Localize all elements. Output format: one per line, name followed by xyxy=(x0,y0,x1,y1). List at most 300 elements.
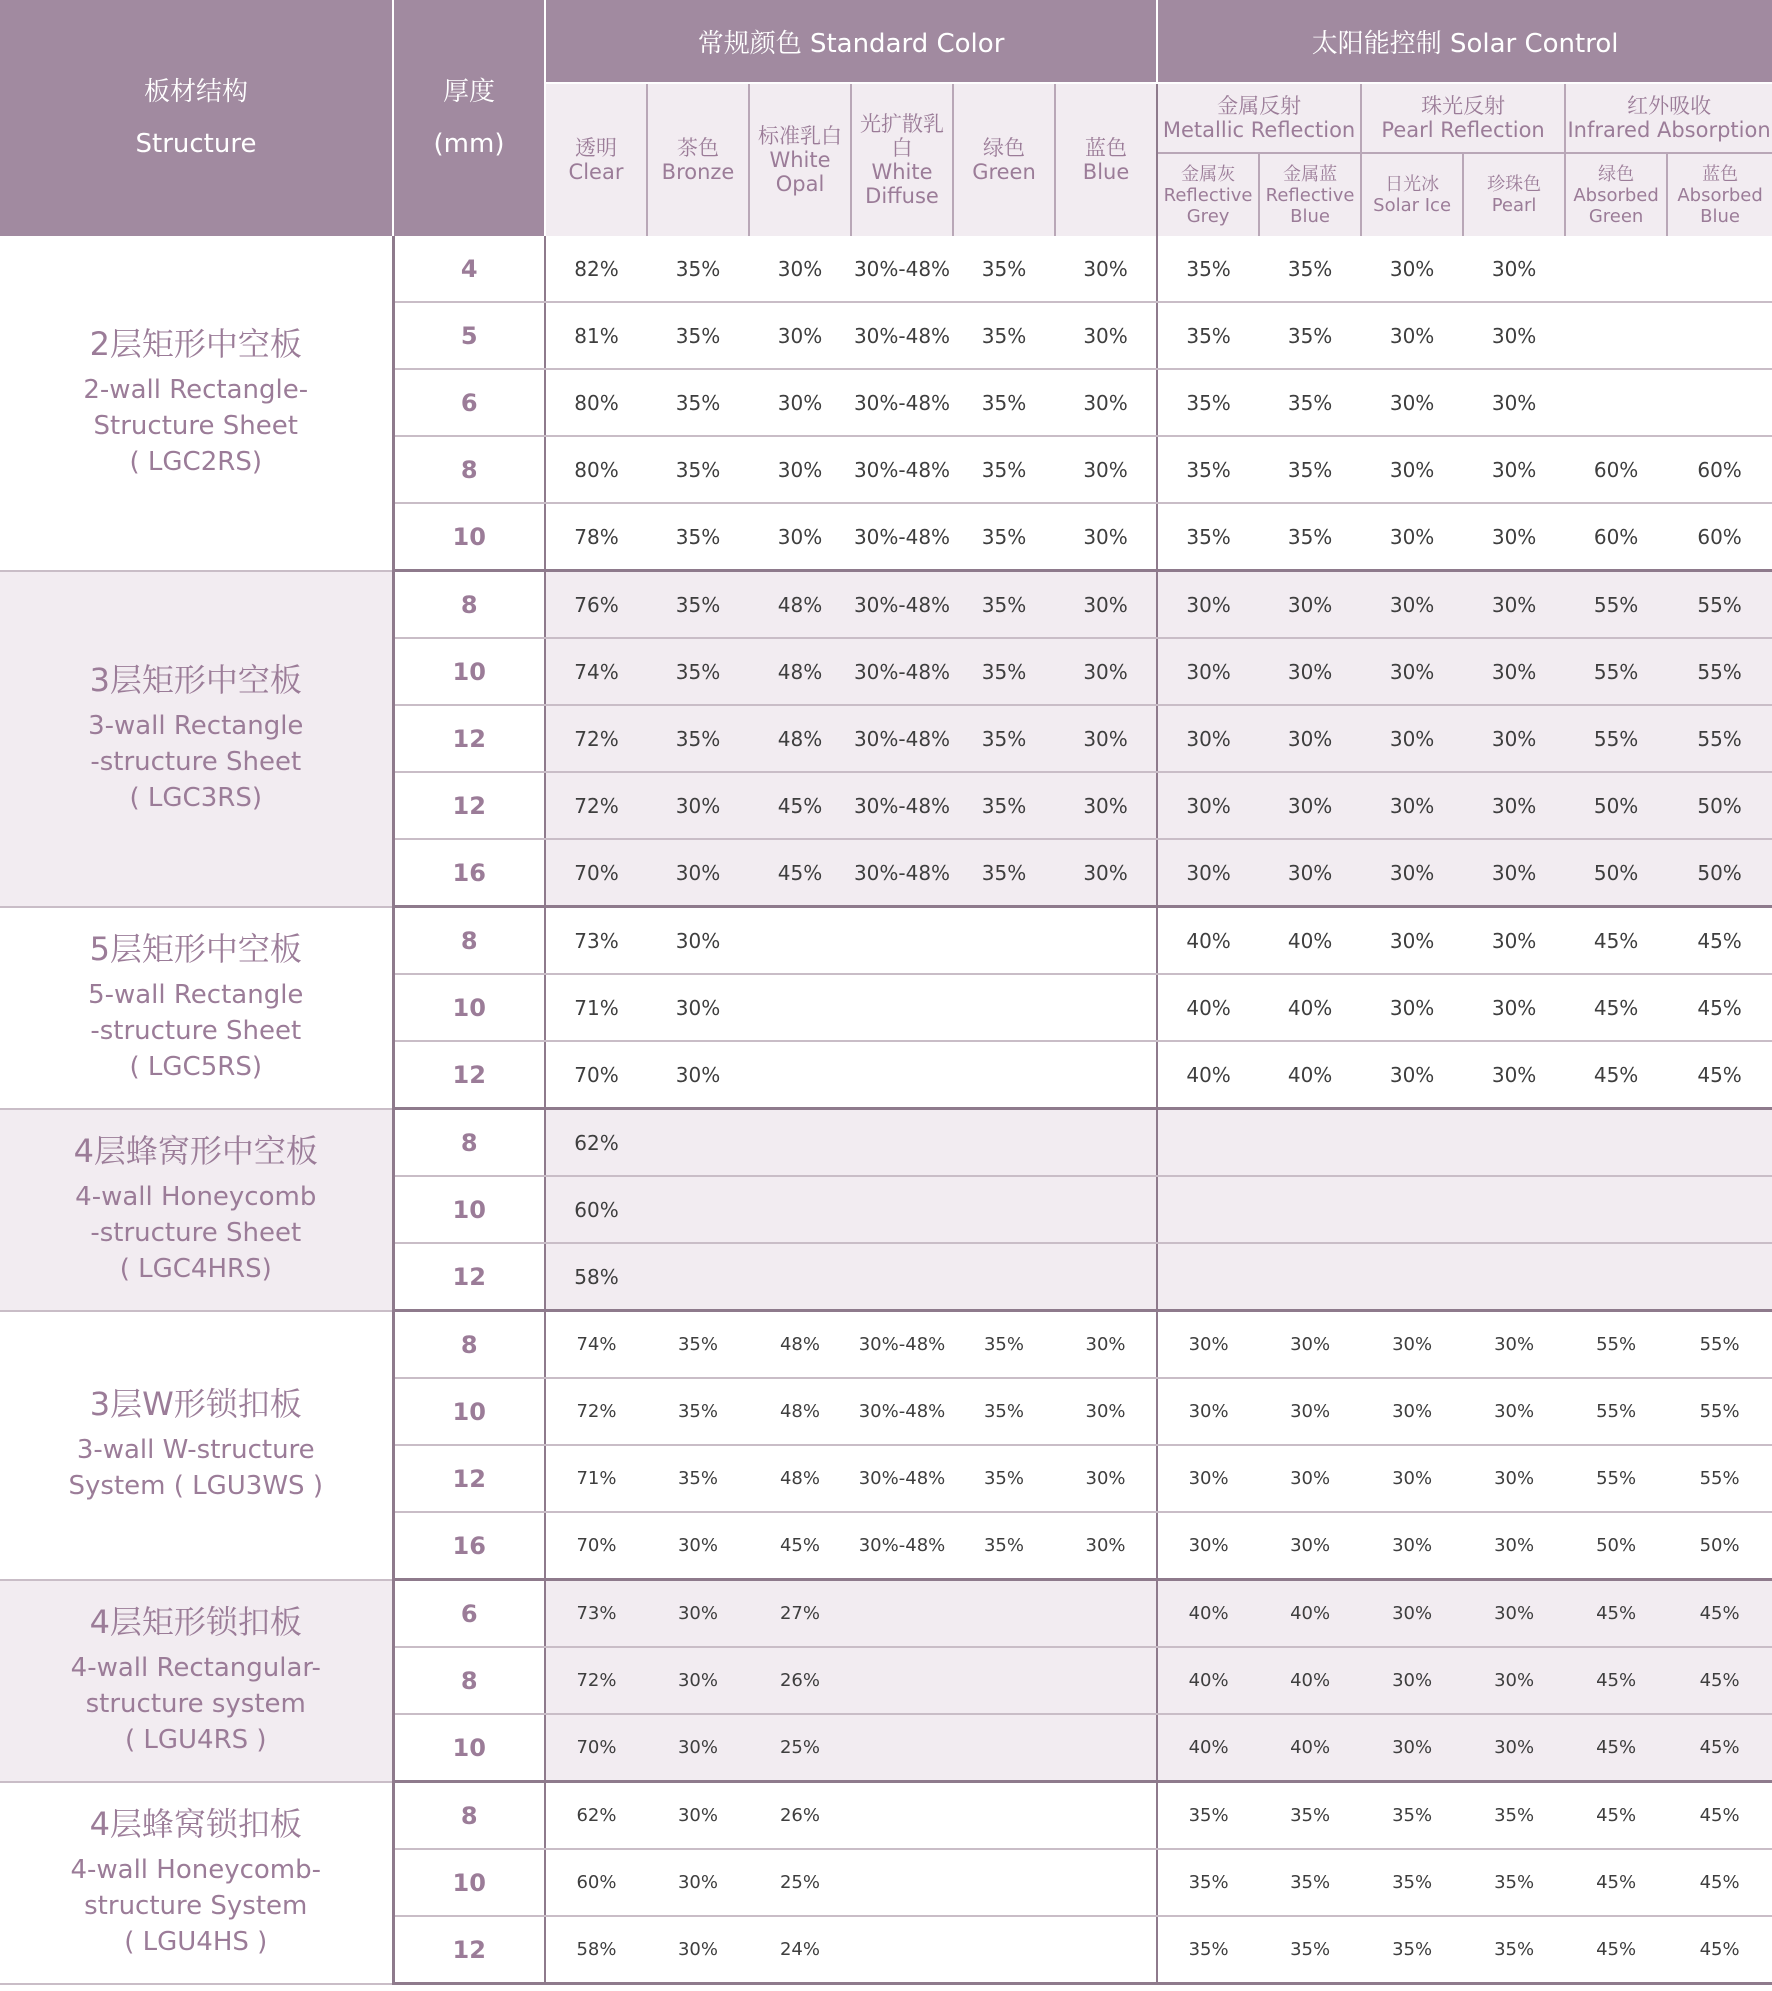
value-cell: 30% xyxy=(1055,1378,1157,1445)
value-cell: 30%-48% xyxy=(851,1512,953,1580)
value-cell: 30% xyxy=(1055,236,1157,302)
col-header-absorbed-blue: 蓝色 Absorbed Blue xyxy=(1667,153,1772,236)
value-cell: 30% xyxy=(1463,1647,1565,1714)
value-cell: 30% xyxy=(1259,571,1361,639)
value-cell: 45% xyxy=(1667,1041,1772,1109)
value-cell: 30% xyxy=(1361,1311,1463,1379)
value-cell: 55% xyxy=(1667,571,1772,639)
value-cell: 55% xyxy=(1667,705,1772,772)
value-cell: 30% xyxy=(749,369,851,436)
structure-name-cell xyxy=(0,1109,393,1311)
value-cell xyxy=(851,1041,953,1109)
value-cell: 30% xyxy=(1361,1041,1463,1109)
value-cell: 35% xyxy=(1157,1849,1259,1916)
thickness-cell: 10 xyxy=(393,503,545,571)
value-cell: 30% xyxy=(1157,839,1259,907)
value-cell: 30% xyxy=(647,907,749,975)
thickness-cell: 4 xyxy=(393,236,545,302)
value-cell: 35% xyxy=(1157,1916,1259,1984)
table-row xyxy=(0,1311,1772,1379)
col-header-reflective-grey: 金属灰 Reflective Grey xyxy=(1157,153,1259,236)
value-cell: 72% xyxy=(545,772,647,839)
value-cell: 35% xyxy=(953,1378,1055,1445)
value-cell: 30%-48% xyxy=(851,369,953,436)
structure-header xyxy=(0,0,393,236)
value-cell: 30% xyxy=(1259,1512,1361,1580)
value-cell: 72% xyxy=(545,1378,647,1445)
thickness-cell: 12 xyxy=(393,1041,545,1109)
value-cell xyxy=(953,1109,1055,1177)
value-cell xyxy=(1055,1849,1157,1916)
value-cell: 30% xyxy=(1361,705,1463,772)
value-cell: 45% xyxy=(1565,1916,1667,1984)
value-cell xyxy=(1157,1109,1259,1177)
value-cell: 35% xyxy=(953,705,1055,772)
value-cell: 80% xyxy=(545,369,647,436)
value-cell: 30%-48% xyxy=(851,772,953,839)
structure-name-cell xyxy=(0,571,393,907)
value-cell: 55% xyxy=(1565,1378,1667,1445)
value-cell xyxy=(1463,1243,1565,1311)
value-cell: 30% xyxy=(1157,1378,1259,1445)
value-cell: 74% xyxy=(545,1311,647,1379)
value-cell: 26% xyxy=(749,1782,851,1850)
value-cell xyxy=(1565,236,1667,302)
thickness-cell: 6 xyxy=(393,369,545,436)
value-cell: 30% xyxy=(1361,907,1463,975)
value-cell: 35% xyxy=(647,705,749,772)
value-cell: 30% xyxy=(1157,1311,1259,1379)
value-cell: 30%-48% xyxy=(851,638,953,705)
value-cell: 35% xyxy=(1463,1849,1565,1916)
thickness-cell: 10 xyxy=(393,1176,545,1243)
value-cell: 45% xyxy=(1565,907,1667,975)
value-cell: 35% xyxy=(953,302,1055,369)
structure-name-en: 4-wall Honeycomb- structure System ( LGU4HS ) xyxy=(70,1854,322,1957)
thickness-cell: 6 xyxy=(393,1580,545,1648)
table-row xyxy=(0,236,1772,302)
value-cell xyxy=(953,1243,1055,1311)
value-cell: 35% xyxy=(1157,369,1259,436)
value-cell: 60% xyxy=(545,1176,647,1243)
value-cell: 71% xyxy=(545,1445,647,1512)
value-cell: 30% xyxy=(1259,839,1361,907)
value-cell: 35% xyxy=(953,1512,1055,1580)
thickness-cell: 8 xyxy=(393,571,545,639)
structure-header-zh: 板材结构 xyxy=(143,77,248,107)
value-cell xyxy=(851,1243,953,1311)
value-cell: 45% xyxy=(1667,1849,1772,1916)
value-cell: 35% xyxy=(1361,1849,1463,1916)
value-cell: 45% xyxy=(1667,1647,1772,1714)
thickness-cell: 12 xyxy=(393,1916,545,1984)
value-cell: 30% xyxy=(1361,236,1463,302)
value-cell: 71% xyxy=(545,974,647,1041)
structure-name-en: 4-wall Rectangular- structure system ( LGU4RS ) xyxy=(70,1652,321,1755)
thickness-cell: 10 xyxy=(393,1714,545,1782)
value-cell: 30% xyxy=(1463,1714,1565,1782)
value-cell: 40% xyxy=(1157,907,1259,975)
value-cell: 45% xyxy=(1565,1647,1667,1714)
value-cell: 55% xyxy=(1667,638,1772,705)
value-cell: 30% xyxy=(647,1580,749,1648)
thickness-cell: 12 xyxy=(393,772,545,839)
structure-group xyxy=(0,571,1772,907)
value-cell: 35% xyxy=(953,772,1055,839)
value-cell: 50% xyxy=(1565,772,1667,839)
value-cell: 30% xyxy=(647,772,749,839)
thickness-cell: 8 xyxy=(393,1647,545,1714)
value-cell: 35% xyxy=(647,436,749,503)
structure-name-cell xyxy=(0,907,393,1109)
value-cell: 35% xyxy=(953,1311,1055,1379)
value-cell: 45% xyxy=(1667,1916,1772,1984)
value-cell xyxy=(1055,974,1157,1041)
thickness-cell: 10 xyxy=(393,1849,545,1916)
value-cell: 30% xyxy=(1361,1647,1463,1714)
value-cell: 35% xyxy=(953,1445,1055,1512)
value-cell xyxy=(749,1176,851,1243)
value-cell: 30% xyxy=(1463,503,1565,571)
table-row xyxy=(0,907,1772,975)
value-cell xyxy=(1667,302,1772,369)
structure-name-en: 5-wall Rectangle -structure Sheet ( LGC5RS) xyxy=(88,979,304,1082)
value-cell: 58% xyxy=(545,1243,647,1311)
value-cell xyxy=(647,1243,749,1311)
value-cell: 30%-48% xyxy=(851,503,953,571)
table-row xyxy=(0,1109,1772,1177)
value-cell: 48% xyxy=(749,1311,851,1379)
value-cell: 50% xyxy=(1565,839,1667,907)
value-cell: 30% xyxy=(749,436,851,503)
structure-name-en: 3-wall Rectangle -structure Sheet ( LGC3RS) xyxy=(88,710,304,813)
value-cell: 40% xyxy=(1157,1647,1259,1714)
value-cell: 35% xyxy=(953,503,1055,571)
value-cell: 30% xyxy=(1361,1512,1463,1580)
structure-header-en: Structure xyxy=(135,129,257,159)
thickness-cell: 12 xyxy=(393,1445,545,1512)
table-row xyxy=(0,1580,1772,1648)
structure-name-zh: 4层蜂窝锁扣板 xyxy=(89,1804,302,1843)
value-cell: 35% xyxy=(647,1445,749,1512)
value-cell: 30%-48% xyxy=(851,1378,953,1445)
value-cell: 40% xyxy=(1157,1714,1259,1782)
value-cell: 30% xyxy=(1463,907,1565,975)
value-cell: 40% xyxy=(1157,974,1259,1041)
value-cell: 35% xyxy=(1361,1782,1463,1850)
value-cell: 55% xyxy=(1565,1445,1667,1512)
value-cell: 35% xyxy=(953,236,1055,302)
value-cell: 30% xyxy=(1463,302,1565,369)
structure-name-zh: 5层矩形中空板 xyxy=(89,929,302,968)
value-cell: 55% xyxy=(1667,1445,1772,1512)
value-cell: 35% xyxy=(1463,1782,1565,1850)
value-cell: 35% xyxy=(1361,1916,1463,1984)
value-cell: 30% xyxy=(647,1849,749,1916)
value-cell xyxy=(851,1176,953,1243)
value-cell: 30%-48% xyxy=(851,436,953,503)
value-cell: 30% xyxy=(647,1647,749,1714)
value-cell: 45% xyxy=(1667,1714,1772,1782)
value-cell: 45% xyxy=(1565,1580,1667,1648)
value-cell: 70% xyxy=(545,1714,647,1782)
col-header-solar-ice: 日光冰 Solar Ice xyxy=(1361,153,1463,236)
value-cell xyxy=(851,1916,953,1984)
value-cell: 30% xyxy=(647,839,749,907)
value-cell: 30% xyxy=(1259,705,1361,772)
value-cell: 30% xyxy=(1157,1445,1259,1512)
col-header-clear: 透明 Clear xyxy=(545,83,647,236)
value-cell: 30% xyxy=(1463,638,1565,705)
value-cell: 62% xyxy=(545,1782,647,1850)
value-cell: 30% xyxy=(1259,638,1361,705)
value-cell: 40% xyxy=(1157,1041,1259,1109)
value-cell xyxy=(1361,1176,1463,1243)
value-cell: 30% xyxy=(1463,772,1565,839)
value-cell: 30% xyxy=(1463,1580,1565,1648)
value-cell xyxy=(1565,1243,1667,1311)
value-cell xyxy=(1667,1176,1772,1243)
value-cell xyxy=(749,1041,851,1109)
value-cell: 35% xyxy=(647,1378,749,1445)
value-cell: 30% xyxy=(647,1714,749,1782)
value-cell: 45% xyxy=(1565,1849,1667,1916)
value-cell: 35% xyxy=(1157,236,1259,302)
value-cell: 45% xyxy=(1565,1782,1667,1850)
value-cell: 50% xyxy=(1565,1512,1667,1580)
structure-name-en: 3-wall W-structure System ( LGU3WS ) xyxy=(68,1435,323,1501)
standard-color-header: 常规颜色 Standard Color xyxy=(545,0,1157,83)
value-cell: 30% xyxy=(647,974,749,1041)
value-cell: 48% xyxy=(749,638,851,705)
value-cell xyxy=(953,1041,1055,1109)
thickness-header xyxy=(393,0,545,236)
value-cell: 30% xyxy=(1463,705,1565,772)
value-cell xyxy=(851,1109,953,1177)
value-cell: 50% xyxy=(1667,1512,1772,1580)
structure-group xyxy=(0,1311,1772,1580)
value-cell: 30% xyxy=(1361,302,1463,369)
value-cell: 73% xyxy=(545,907,647,975)
value-cell: 35% xyxy=(647,503,749,571)
table-header xyxy=(0,0,1772,236)
col-header-bronze: 茶色 Bronze xyxy=(647,83,749,236)
value-cell xyxy=(1361,1243,1463,1311)
table-row xyxy=(0,1782,1772,1850)
value-cell: 40% xyxy=(1259,974,1361,1041)
value-cell xyxy=(1259,1243,1361,1311)
value-cell: 55% xyxy=(1565,705,1667,772)
value-cell: 60% xyxy=(545,1849,647,1916)
value-cell: 35% xyxy=(953,571,1055,639)
value-cell: 58% xyxy=(545,1916,647,1984)
structure-name-cell xyxy=(0,236,393,571)
thickness-cell: 16 xyxy=(393,1512,545,1580)
value-cell: 35% xyxy=(647,1311,749,1379)
value-cell: 30%-48% xyxy=(851,1445,953,1512)
value-cell: 30% xyxy=(1361,1714,1463,1782)
thickness-cell: 8 xyxy=(393,1311,545,1379)
value-cell: 40% xyxy=(1259,1041,1361,1109)
value-cell: 30% xyxy=(1361,571,1463,639)
value-cell xyxy=(1055,1647,1157,1714)
structure-name-cell xyxy=(0,1311,393,1580)
value-cell: 40% xyxy=(1259,907,1361,975)
value-cell xyxy=(1157,1176,1259,1243)
value-cell: 35% xyxy=(1157,1782,1259,1850)
value-cell xyxy=(953,1849,1055,1916)
value-cell: 25% xyxy=(749,1714,851,1782)
value-cell: 48% xyxy=(749,705,851,772)
value-cell: 70% xyxy=(545,839,647,907)
col-header-absorbed-green: 绿色 Absorbed Green xyxy=(1565,153,1667,236)
col-header-white-opal: 标准乳白 White Opal xyxy=(749,83,851,236)
structure-name-en: 4-wall Honeycomb -structure Sheet ( LGC4HRS) xyxy=(75,1181,317,1284)
value-cell xyxy=(1157,1243,1259,1311)
value-cell: 30% xyxy=(1055,839,1157,907)
structure-name-cell xyxy=(0,1782,393,1984)
value-cell xyxy=(1565,302,1667,369)
value-cell: 60% xyxy=(1667,503,1772,571)
value-cell: 45% xyxy=(1667,907,1772,975)
thickness-cell: 8 xyxy=(393,907,545,975)
value-cell: 40% xyxy=(1157,1580,1259,1648)
value-cell: 30% xyxy=(1055,302,1157,369)
col-header-white-diffuse: 光扩散乳白 White Diffuse xyxy=(851,83,953,236)
value-cell: 30% xyxy=(1055,436,1157,503)
structure-name-en: 2-wall Rectangle- Structure Sheet ( LGC2RS) xyxy=(83,374,309,477)
group-header-pearl: 珠光反射 Pearl Reflection xyxy=(1361,83,1565,153)
value-cell xyxy=(749,1109,851,1177)
value-cell: 30% xyxy=(1463,1445,1565,1512)
value-cell: 55% xyxy=(1667,1378,1772,1445)
value-cell: 35% xyxy=(1157,436,1259,503)
value-cell: 62% xyxy=(545,1109,647,1177)
structure-group xyxy=(0,1109,1772,1311)
value-cell: 74% xyxy=(545,638,647,705)
group-header-infrared: 红外吸收 Infrared Absorption xyxy=(1565,83,1772,153)
structure-name-zh: 3层W形锁扣板 xyxy=(89,1385,302,1423)
value-cell: 30% xyxy=(1463,974,1565,1041)
value-cell: 35% xyxy=(953,369,1055,436)
value-cell xyxy=(851,1849,953,1916)
value-cell xyxy=(1055,1243,1157,1311)
value-cell: 60% xyxy=(1565,436,1667,503)
value-cell xyxy=(1565,1176,1667,1243)
value-cell: 76% xyxy=(545,571,647,639)
thickness-cell: 16 xyxy=(393,839,545,907)
value-cell: 55% xyxy=(1667,1311,1772,1379)
value-cell: 50% xyxy=(1667,839,1772,907)
value-cell: 26% xyxy=(749,1647,851,1714)
value-cell xyxy=(953,1176,1055,1243)
value-cell: 30% xyxy=(1157,1512,1259,1580)
value-cell xyxy=(1055,1580,1157,1648)
value-cell: 30% xyxy=(1463,236,1565,302)
structure-group xyxy=(0,1580,1772,1782)
value-cell xyxy=(851,1782,953,1850)
value-cell: 30%-48% xyxy=(851,236,953,302)
value-cell: 35% xyxy=(1259,436,1361,503)
structure-name-zh: 4层蜂窝形中空板 xyxy=(73,1131,318,1170)
value-cell: 45% xyxy=(749,1512,851,1580)
value-cell: 30% xyxy=(749,503,851,571)
structure-name-cell xyxy=(0,1580,393,1782)
value-cell xyxy=(1055,907,1157,975)
value-cell: 35% xyxy=(953,436,1055,503)
value-cell: 45% xyxy=(1667,1580,1772,1648)
value-cell: 70% xyxy=(545,1041,647,1109)
value-cell: 45% xyxy=(1565,974,1667,1041)
value-cell xyxy=(1259,1109,1361,1177)
value-cell: 35% xyxy=(1259,1916,1361,1984)
value-cell: 35% xyxy=(953,839,1055,907)
value-cell: 30% xyxy=(749,302,851,369)
value-cell: 30% xyxy=(1463,369,1565,436)
structure-group xyxy=(0,1782,1772,1984)
value-cell: 80% xyxy=(545,436,647,503)
value-cell: 30% xyxy=(1259,1378,1361,1445)
structure-group xyxy=(0,236,1772,571)
value-cell xyxy=(953,907,1055,975)
value-cell: 40% xyxy=(1259,1580,1361,1648)
value-cell: 30% xyxy=(1361,638,1463,705)
value-cell: 30% xyxy=(1361,369,1463,436)
value-cell: 30% xyxy=(1361,974,1463,1041)
value-cell: 55% xyxy=(1565,571,1667,639)
value-cell: 35% xyxy=(647,302,749,369)
value-cell: 30% xyxy=(647,1916,749,1984)
value-cell: 30% xyxy=(1055,369,1157,436)
value-cell: 35% xyxy=(647,369,749,436)
value-cell: 30% xyxy=(1055,1445,1157,1512)
thickness-header-unit: (mm) xyxy=(433,129,505,159)
value-cell: 82% xyxy=(545,236,647,302)
value-cell: 35% xyxy=(647,571,749,639)
value-cell: 30% xyxy=(1259,1445,1361,1512)
value-cell: 30%-48% xyxy=(851,1311,953,1379)
value-cell: 55% xyxy=(1565,638,1667,705)
value-cell: 30%-48% xyxy=(851,571,953,639)
value-cell: 30%-48% xyxy=(851,839,953,907)
value-cell: 40% xyxy=(1259,1714,1361,1782)
col-header-reflective-blue: 金属蓝 Reflective Blue xyxy=(1259,153,1361,236)
value-cell xyxy=(749,1243,851,1311)
thickness-cell: 10 xyxy=(393,638,545,705)
value-cell: 35% xyxy=(1259,369,1361,436)
value-cell xyxy=(1361,1109,1463,1177)
value-cell: 48% xyxy=(749,571,851,639)
value-cell: 81% xyxy=(545,302,647,369)
value-cell: 30% xyxy=(1055,503,1157,571)
value-cell: 27% xyxy=(749,1580,851,1648)
value-cell: 45% xyxy=(1667,1782,1772,1850)
structure-name-zh: 3层矩形中空板 xyxy=(89,660,302,699)
value-cell: 73% xyxy=(545,1580,647,1648)
value-cell xyxy=(1463,1109,1565,1177)
value-cell xyxy=(1667,369,1772,436)
value-cell: 35% xyxy=(1157,503,1259,571)
value-cell: 30% xyxy=(1361,772,1463,839)
thickness-cell: 12 xyxy=(393,1243,545,1311)
value-cell: 30% xyxy=(1055,638,1157,705)
value-cell: 30% xyxy=(1361,839,1463,907)
value-cell: 30% xyxy=(1361,1580,1463,1648)
value-cell: 48% xyxy=(749,1378,851,1445)
thickness-cell: 8 xyxy=(393,436,545,503)
value-cell xyxy=(1055,1782,1157,1850)
value-cell: 35% xyxy=(1259,1849,1361,1916)
